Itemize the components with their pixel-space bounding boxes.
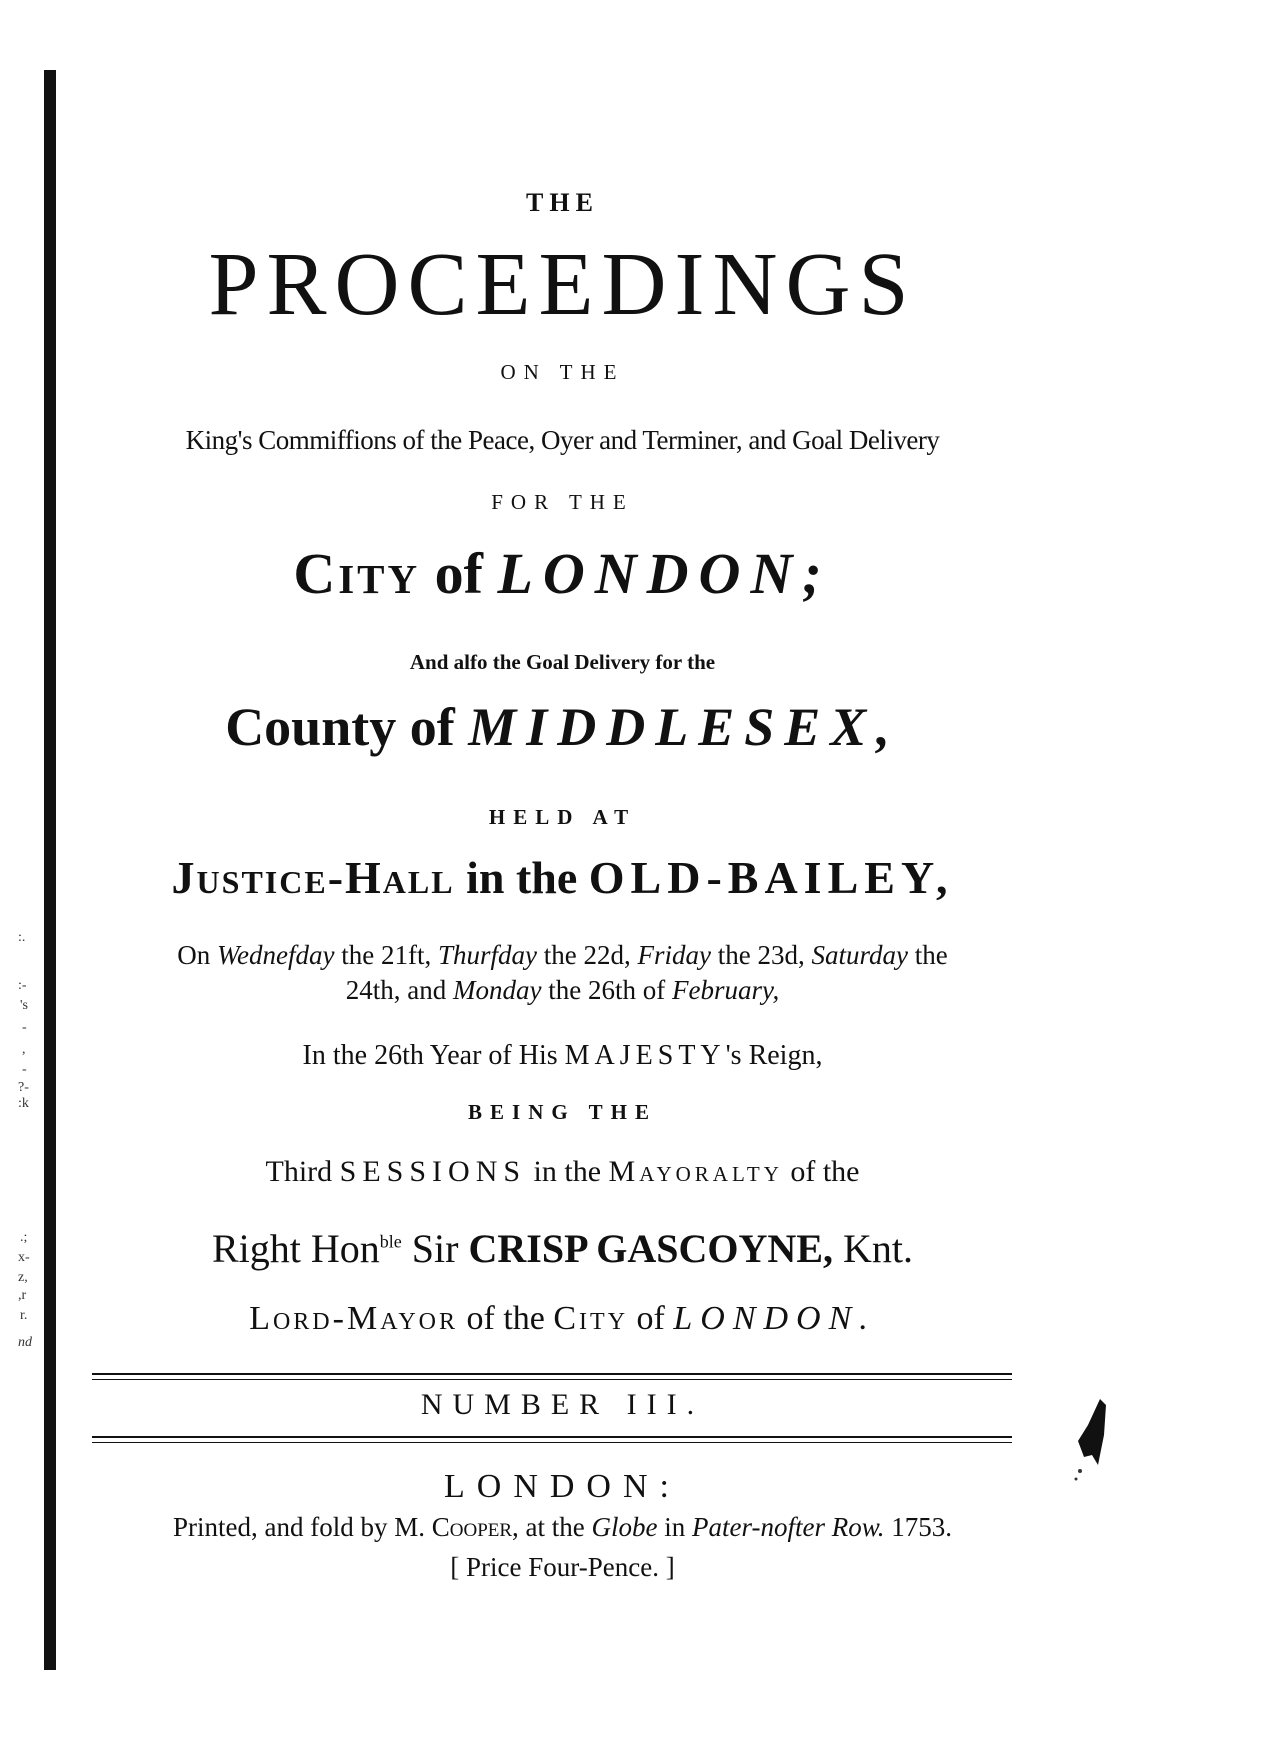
imprint-line: [90, 1512, 1035, 1543]
shop-name: Globe: [591, 1512, 658, 1542]
honorific-superscript: ble: [379, 1231, 402, 1252]
margin-bleed-marks: [14, 930, 42, 1350]
london-word: LONDON;: [497, 541, 832, 606]
imprint-year: 1753.: [891, 1512, 952, 1542]
also-goal-delivery-line: And alfo the Goal Delivery for the: [409, 650, 716, 674]
main-title: PROCEEDINGS: [208, 235, 917, 334]
year-text: 's Reign,: [725, 1040, 823, 1071]
margin-mark: 's: [20, 998, 28, 1013]
divider-rule-bottom: [92, 1436, 1012, 1438]
of-word: of: [434, 541, 483, 606]
dates-line-1: [90, 940, 1035, 971]
dates-line-2: [90, 975, 1035, 1006]
month-february: February,: [671, 975, 780, 1005]
day-thursday: Thurfday: [437, 940, 537, 970]
middlesex-word: MIDDLESEX,: [468, 697, 900, 757]
city-word: City: [553, 1300, 629, 1337]
london-word: LONDON.: [673, 1300, 876, 1337]
of-the-word: of the: [790, 1155, 860, 1188]
ink-blot-mark: [1070, 1395, 1110, 1495]
dates-text: the 21ft,: [341, 940, 432, 970]
lord-mayor-title-line: [90, 1300, 1035, 1338]
sir-word: Sir: [411, 1226, 459, 1271]
divider-rule-top-thin: [92, 1379, 1012, 1380]
subheading-being-the: BEING THE: [468, 1100, 657, 1124]
imprint-text: in: [664, 1512, 686, 1542]
subheading-for-the: FOR THE: [491, 490, 634, 514]
in-the-word: in the: [533, 1155, 602, 1188]
binding-edge: [44, 70, 56, 1670]
lord-mayor-word: Lord-Mayor: [249, 1300, 458, 1337]
street-name: Pater-nofter Row.: [692, 1512, 885, 1542]
city-word: City: [293, 541, 421, 606]
margin-mark: :-: [18, 978, 27, 993]
margin-mark: z,: [18, 1270, 28, 1285]
margin-mark: ,r: [18, 1288, 27, 1303]
dates-text: the 22d,: [543, 940, 631, 970]
imprint-text: Printed, and fold by M.: [173, 1512, 425, 1542]
day-saturday: Saturday: [811, 940, 908, 970]
margin-mark: x-: [18, 1250, 30, 1265]
county-line: [90, 697, 1035, 757]
day-friday: Friday: [637, 940, 711, 970]
of-word: of: [409, 697, 455, 757]
margin-mark: nd: [18, 1335, 32, 1350]
margin-mark: :.: [18, 930, 26, 945]
of-the-word: of the: [466, 1300, 545, 1337]
dates-text: the 23d,: [717, 940, 805, 970]
right-hon-word: Right Hon: [212, 1226, 380, 1271]
old-bailey-word: OLD-BAILEY,: [588, 852, 954, 903]
year-text: In the 26th Year of His: [302, 1040, 558, 1071]
day-monday: Monday: [453, 975, 542, 1005]
printer-name: Cooper,: [431, 1512, 519, 1542]
margin-mark: -: [22, 1020, 27, 1035]
regnal-year-line: [90, 1040, 1035, 1072]
margin-mark: r.: [20, 1308, 28, 1323]
dates-text: the: [914, 940, 948, 970]
margin-mark: .;: [20, 1230, 28, 1245]
justice-hall-word: Justice-Hall: [171, 852, 455, 903]
margin-mark: :k: [18, 1096, 29, 1111]
imprint-text: at the: [525, 1512, 585, 1542]
margin-mark: -: [22, 1062, 27, 1077]
city-of-london-line: [90, 541, 1035, 606]
county-word: County: [225, 697, 397, 757]
day-wednesday: Wednefday: [217, 940, 335, 970]
justice-hall-line: [90, 852, 1035, 903]
margin-mark: ?-: [18, 1080, 29, 1095]
divider-rule-bottom-thin: [92, 1442, 1012, 1443]
knt-word: Knt.: [843, 1226, 913, 1271]
price-line: [ Price Four-Pence. ]: [450, 1552, 675, 1582]
of-word: of: [636, 1300, 665, 1337]
sessions-line: [90, 1155, 1035, 1189]
in-the-word: in the: [466, 852, 578, 903]
crisp-gascoyne-name: CRISP GASCOYNE,: [468, 1226, 833, 1271]
subheading-held-at: HELD AT: [488, 805, 637, 829]
sessions-word: SESSIONS: [339, 1155, 527, 1188]
subheading-on-the: ON THE: [500, 360, 625, 384]
margin-mark: ,: [22, 1042, 26, 1057]
heading-the: THE: [526, 188, 599, 217]
issue-number: NUMBER III.: [420, 1388, 705, 1421]
mayoralty-word: Mayoralty: [608, 1155, 783, 1188]
dates-text: On: [177, 940, 211, 970]
dates-text: the 26th of: [548, 975, 666, 1005]
lord-mayor-name-line: [90, 1225, 1035, 1272]
imprint-city: LONDON:: [444, 1468, 681, 1505]
dates-text: 24th, and: [345, 975, 447, 1005]
divider-rule-top: [92, 1373, 1012, 1375]
third-word: Third: [265, 1155, 333, 1188]
majesty-word: MAJESTY: [564, 1040, 726, 1071]
commissions-line: King's Commiffions of the Peace, Oyer and Terminer, and Goal Delivery: [185, 425, 940, 455]
